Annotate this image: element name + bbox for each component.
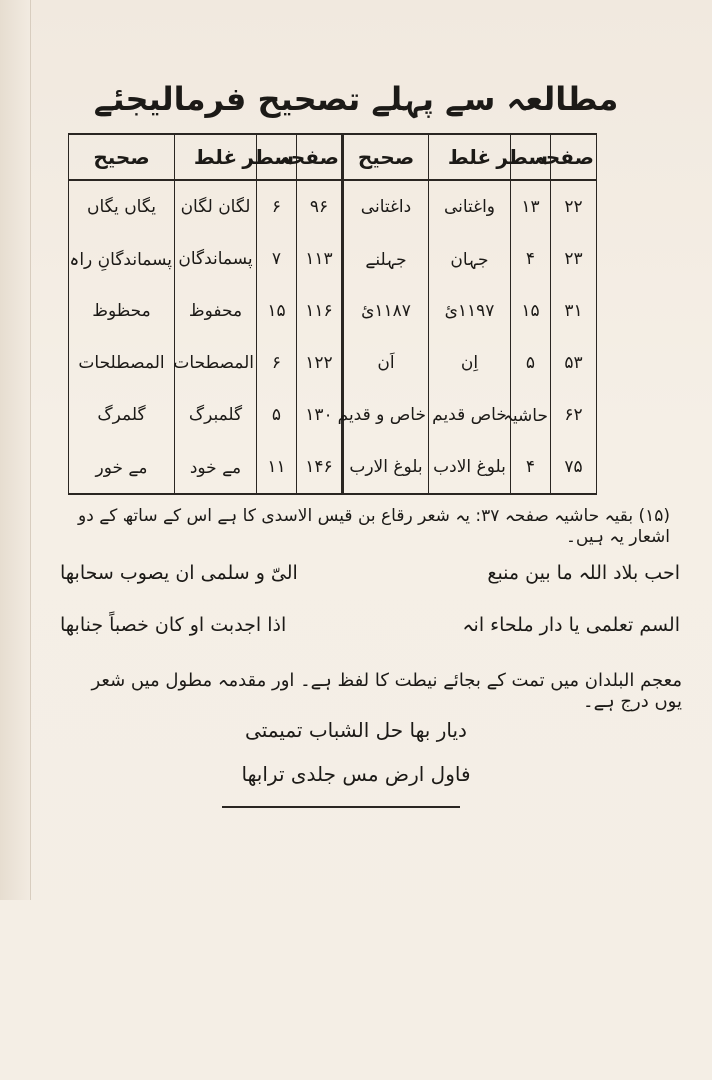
header-correct-2: صحیح [69, 134, 175, 180]
header-correct: صحیح [343, 134, 429, 180]
cell-correct: یگاں یگاں [69, 180, 175, 233]
cell-correct: اَن [343, 337, 429, 389]
cell-correct: مے خور [69, 441, 175, 494]
couplet-line-2: فاول ارض مس جلدی ترابھا [241, 762, 471, 786]
verse-1-right: احب بلاد اللہ ما بین منبع [487, 562, 680, 584]
cell-correct: بلوغ الارب [343, 441, 429, 494]
cell-page: ۷۵ [551, 441, 597, 494]
cell-page: ۲۲ [551, 180, 597, 233]
footnote: (۱۵) بقیہ حاشیہ صفحہ ۳۷: یہ شعر رقاع بن قیس الاسدی کا ہے اس کے ساتھ کے دو اشعار یہ ہیں۔ [78, 506, 670, 547]
cell-page: ۲۳ [551, 233, 597, 285]
cell-wrong: بلوغ الادب [429, 441, 511, 494]
cell-page: ۶۲ [551, 389, 597, 441]
cell-page: ۹۶ [297, 180, 343, 233]
cell-correct: پسماندگانِ راہ [69, 233, 175, 285]
cell-correct: المصطلحات [69, 337, 175, 389]
table-row [69, 180, 597, 233]
cell-page: ۱۱۶ [297, 285, 343, 337]
verse-line-2 [60, 614, 680, 636]
cell-line: ۶ [257, 180, 297, 233]
cell-page: ۳۱ [551, 285, 597, 337]
divider [222, 806, 460, 808]
cell-line: حاشیہ [511, 389, 551, 441]
table-row [69, 441, 597, 494]
table-row [69, 337, 597, 389]
verse-2-left: اذا اجدبت او کان خصباً جنابھا [60, 614, 287, 636]
cell-correct: داغتانی [343, 180, 429, 233]
cell-correct: ۱۱۸۷ئ [343, 285, 429, 337]
errata-table [68, 133, 597, 495]
page-title: مطالعہ سے پہلے تصحیح فرمالیجئے [93, 80, 619, 118]
table-row [69, 233, 597, 285]
header-page: صفحہ [551, 134, 597, 180]
cell-page: ۱۱۳ [297, 233, 343, 285]
cell-page: ۵۳ [551, 337, 597, 389]
cell-correct: جہلنے [343, 233, 429, 285]
cell-wrong: اِن [429, 337, 511, 389]
cell-correct: خاص و قدیم [343, 389, 429, 441]
header-wrong: غلط [429, 134, 511, 180]
verse-line-1 [60, 562, 680, 584]
cell-wrong: محفوظ [175, 285, 257, 337]
cell-correct: محظوظ [69, 285, 175, 337]
header-line: سطر [511, 134, 551, 180]
cell-wrong: لگان لگان [175, 180, 257, 233]
verse-1-left: الیّ و سلمی ان یصوب سحابھا [60, 562, 298, 584]
cell-wrong: ۱۱۹۷ئ [429, 285, 511, 337]
cell-line: ۵ [511, 337, 551, 389]
couplet-line-1: دیار بھا حل الشباب تمیمتی [245, 718, 467, 742]
header-line-2: سطر [257, 134, 297, 180]
table-header-row [69, 134, 597, 180]
header-page-2: صفحہ [297, 134, 343, 180]
cell-line: ۴ [511, 233, 551, 285]
cell-line: ۱۵ [511, 285, 551, 337]
cell-line: ۱۳ [511, 180, 551, 233]
cell-line: ۷ [257, 233, 297, 285]
cell-page: ۱۲۲ [297, 337, 343, 389]
cell-line: ۴ [511, 441, 551, 494]
cell-line: ۱۵ [257, 285, 297, 337]
cell-line: ۶ [257, 337, 297, 389]
cell-wrong: المصطحات [175, 337, 257, 389]
cell-line: ۱۱ [257, 441, 297, 494]
cell-wrong: پسماندگان [175, 233, 257, 285]
cell-line: ۵ [257, 389, 297, 441]
cell-wrong: مے خود [175, 441, 257, 494]
cell-wrong: خاص قدیم [429, 389, 511, 441]
cell-correct: گلمرگ [69, 389, 175, 441]
footnote-2: معجم البلدان میں تمت کے بجائے نیطت کا لفظ ہے۔ اور مقدمہ مطول میں شعر یوں درج ہے۔ [91, 670, 682, 712]
cell-wrong: واغتانی [429, 180, 511, 233]
cell-wrong: جہان [429, 233, 511, 285]
cell-page: ۱۳۰ [297, 389, 343, 441]
verse-2-right: السم تعلمی یا دار ملحاء انہ [462, 614, 680, 636]
cell-wrong: گلمبرگ [175, 389, 257, 441]
header-wrong-2: غلط [175, 134, 257, 180]
table-row [69, 389, 597, 441]
cell-page: ۱۴۶ [297, 441, 343, 494]
table-row [69, 285, 597, 337]
